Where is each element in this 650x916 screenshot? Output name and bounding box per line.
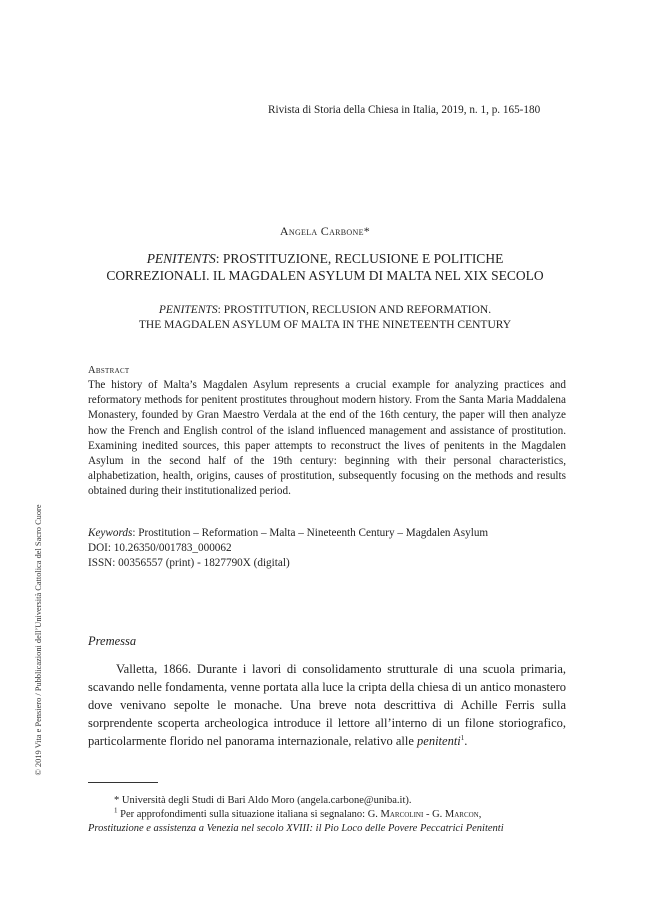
footnote-2-author2: G. Marcon [432,809,479,820]
journal-citation: Rivista di Storia della Chiesa in Italia, 2019, n. 1, p. 165-180 [268,104,541,116]
footnote-divider [88,782,158,783]
footnote-2-text: Per approfondimenti sulla situazione italiana si segnalano: [117,809,368,820]
footnote-1: * Università degli Studi di Bari Aldo Moro (angela.carbone@uniba.it). [114,795,412,806]
title-it-line1: : PROSTITUZIONE, RECLUSIONE E POLITICHE [215,251,504,266]
paragraph-main: Valletta, 1866. Durante i lavori di consolidamento strutturale di una scuola primaria, scavando nelle fondamenta, venne portata alla luce la cripta della chiesa di un antico monastero dove venivano sepolte le monache. Una breve nota descrittiva di Achille Ferris sulla sorprendente scoperta archeologica introduce il lettore all’interno di un filone storiografico, particolarmente florido nel panorama internazionale, relativo alle [88,662,566,748]
footnote-ref[interactable]: 1 [460,733,465,742]
abstract-heading: Abstract [88,365,130,376]
keywords-line [88,526,566,541]
section-heading: Premessa [88,634,137,648]
doi: DOI: 10.26350/001783_000062 [88,542,232,554]
footnote-2-comma: , [478,809,482,820]
body-paragraph [88,660,566,750]
article-title-english [80,303,570,333]
footnote-2-author1: G. Marcolini [367,809,424,820]
issn: ISSN: 00356557 (print) - 1827790X (digital) [88,557,290,569]
title-en-line1: : PROSTITUTION, RECLUSION AND REFORMATION. [217,304,492,316]
paragraph-end: . [464,734,468,748]
article-title-italian [80,250,570,284]
footnote-2 [88,808,566,836]
author-name: Angela Carbone* [279,224,371,238]
title-en-line2: THE MAGDALEN ASYLUM OF MALTA IN THE NINETEENTH CENTURY [138,319,512,331]
footnote-2-number: 1 [114,806,118,815]
copyright-sidenote: © 2019 Vita e Pensiero / Pubblicazioni dell’Università Cattolica del Sacro Cuore [34,504,43,776]
footnote-2-sep: - [423,809,433,820]
keywords-text: : Prostitution – Reformation – Malta – Nineteenth Century – Magdalen Asylum [132,527,489,539]
footnote-2-title: Prostituzione e assistenza a Venezia nel secolo XVIII: il Pio Loco delle Povere Peccatrici Penitenti [88,823,504,834]
abstract-text: The history of Malta’s Magdalen Asylum represents a crucial example for analyzing practices and reformatory methods for penitent prostitutes throughout modern history. From the Santa Maria Maddalena Monastery, founded by Gran Maestro Verdala at the end of the 16th century, the paper will then analyze how the French and English control of the island influenced management and assistance of prostitution. Examining inedited sources, this paper attempts to reconstruct the lives of penitents in the Magdalen Asylum in the second half of the 19th century: beginning with their personal characteristics, alphabetization, health, origins, causes of prostitution, subsequently focusing on the methods and results obtained during their institutionalized period. [88,379,566,498]
title-it-line2: CORREZIONALI. IL MAGDALEN ASYLUM DI MALTA NEL XIX SECOLO [106,268,544,283]
paragraph-italic: penitenti [417,734,461,748]
title-it-italic: PENITENTS [146,251,216,266]
title-en-italic: PENITENTS [158,304,218,316]
keywords-label: Keywords [88,527,133,539]
